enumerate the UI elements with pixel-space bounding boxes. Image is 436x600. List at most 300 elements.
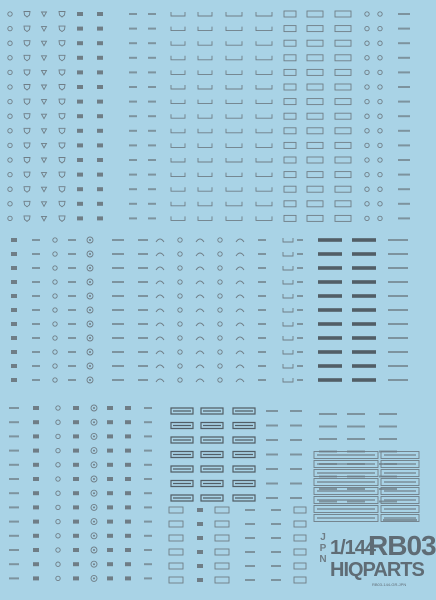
decal-box [335,84,351,90]
decal-text-line [388,267,408,269]
decal-block [11,308,17,312]
decal-text-line [148,101,156,103]
decal-text-line [290,439,302,441]
decal-block [125,477,131,481]
decal-text-line [9,435,19,437]
decal-target-center [89,365,91,367]
decal-block [33,505,39,509]
decal-bracket [171,143,185,147]
decal-arc [196,295,204,298]
decal-text-line [144,535,152,537]
decal-dot [178,266,182,270]
decal-frame-text [384,508,416,510]
decal-dot [218,238,222,242]
decal-text-line [297,365,303,367]
decal-box [335,11,351,17]
decal-arc [156,281,164,284]
sheet-caption: RB03-144-GR-JPN [372,582,407,587]
decal-chevron-box [171,452,193,458]
decal-block [97,158,103,162]
decal-bracket [256,158,272,162]
decal-bracket [283,266,293,270]
decal-triangle [42,100,47,105]
decal-text-line [144,521,152,523]
decal-block [11,266,17,270]
decal-block [97,85,103,89]
decal-dot [56,420,60,424]
decal-dot [56,406,60,410]
decal-text-line [258,323,266,325]
decal-text-line [297,281,303,283]
decal-chevron-box [233,466,255,472]
decal-frame-text [317,463,375,465]
decal-dot [8,56,12,60]
decal-block [33,491,39,495]
decal-target-center [89,281,91,283]
decal-text-line [129,28,137,30]
decal-text-line [398,174,410,176]
decal-text-line [258,267,266,269]
decal-block [77,216,83,220]
decal-bar [352,336,376,340]
decal-triangle [42,173,47,178]
decal-block [107,562,113,566]
decal-chevron-box [171,466,193,472]
decal-text-line [138,267,148,269]
decal-dot [218,322,222,326]
decal-block [107,463,113,467]
decal-shield [24,143,30,149]
decal-text-line [398,217,410,219]
decal-text-line [148,115,156,117]
decal-shield [59,85,65,91]
decal-box [307,157,323,163]
decal-block [33,576,39,580]
decal-dot [365,172,369,176]
decal-block [33,548,39,552]
decal-text-line [388,281,408,283]
decal-bar [352,238,376,242]
decal-bar [318,294,342,298]
decal-bracket [226,12,242,16]
decal-text-line [129,188,137,190]
decal-dot [378,12,382,16]
decal-block [77,202,83,206]
decal-bracket [256,85,272,89]
decal-shield [24,41,30,47]
decal-bracket [198,56,212,60]
decal-text-line [9,535,19,537]
decal-block [73,562,79,566]
decal-box [284,215,296,221]
decal-block [97,216,103,220]
decal-bar [318,322,342,326]
decal-dot [218,378,222,382]
decal-box [307,11,323,17]
decal-text-line [290,454,302,456]
decal-dot [53,350,57,354]
decal-text-line [144,549,152,551]
decal-block [125,406,131,410]
decal-chevron-box [171,423,193,429]
decal-text-line [245,509,255,511]
decal-text-line [112,239,124,241]
decal-triangle [42,114,47,119]
decal-block [33,477,39,481]
decal-arc [156,267,164,270]
decal-text-line [258,337,266,339]
decal-text-line [258,309,266,311]
decal-block [125,562,131,566]
decal-text-line [148,13,156,15]
decal-dot [365,70,369,74]
decal-text-line [112,281,124,283]
decal-text-line [148,159,156,161]
decal-box [284,99,296,105]
decal-block [107,406,113,410]
decal-text-line [32,351,40,353]
decal-target-center [89,323,91,325]
decal-dot [56,463,60,467]
decal-text-line [144,435,152,437]
decal-block [97,129,103,133]
decal-block [97,143,103,147]
decal-block [73,576,79,580]
decal-target-center [89,379,91,381]
decal-bar [352,280,376,284]
decal-block [77,158,83,162]
decal-text-line [9,506,19,508]
decal-block [77,187,83,191]
decal-box [284,40,296,46]
decal-dot [8,26,12,30]
decal-chevron-box [171,408,193,414]
decal-text-line [138,253,148,255]
decal-text-line [68,309,76,311]
decal-bracket [198,143,212,147]
decal-bracket [171,158,185,162]
decal-bracket [171,27,185,31]
decal-chevron-box [201,437,223,443]
decal-text-line [138,281,148,283]
decal-bracket [283,378,293,382]
decal-dot [178,238,182,242]
decal-dot [56,519,60,523]
decal-text-line [112,351,124,353]
decal-target-center [89,239,91,241]
decal-shield [24,99,30,105]
decal-text-line [138,309,148,311]
decal-dot [53,294,57,298]
decal-box [284,113,296,119]
decal-dot [378,26,382,30]
decal-text-line [266,410,278,412]
decal-triangle [42,41,47,46]
decal-arc [236,365,244,368]
decal-dot [8,114,12,118]
decal-bracket [198,173,212,177]
decal-target-center [93,421,95,423]
decal-target-center [93,450,95,452]
decal-text-line [148,188,156,190]
decal-box [294,507,306,513]
decal-bracket [226,114,242,118]
decal-block [197,564,203,568]
decal-block [77,114,83,118]
decal-text-line [398,144,410,146]
decal-bracket [198,100,212,104]
decal-box [307,201,323,207]
decal-shield [59,26,65,32]
decal-text-line [9,492,19,494]
decal-text-line [129,13,137,15]
decal-text-line [290,425,302,427]
decal-dot [8,172,12,176]
decal-arc [196,239,204,242]
decal-text-line [148,71,156,73]
decal-block [197,578,203,582]
decal-dot [365,114,369,118]
decal-target-center [93,506,95,508]
decal-arc [156,337,164,340]
decal-box [307,55,323,61]
decal-dot [378,70,382,74]
decal-box [307,113,323,119]
decal-block [125,548,131,552]
decal-text-line [144,492,152,494]
decal-block [97,114,103,118]
decal-bracket [256,202,272,206]
decal-bar [318,280,342,284]
decal-chevron-box [171,495,193,501]
decal-text-line [258,295,266,297]
decal-bar [352,308,376,312]
decal-text-line [258,351,266,353]
decal-text-line [297,239,303,241]
decal-box [169,507,183,513]
decal-arc [236,323,244,326]
decal-block [77,100,83,104]
decal-dot [53,336,57,340]
decal-dot [53,308,57,312]
decal-triangle [42,143,47,148]
decal-triangle [42,202,47,207]
decal-dot [218,294,222,298]
decal-arc [236,337,244,340]
decal-text-line [398,57,410,59]
decal-dot [56,562,60,566]
decal-block [107,534,113,538]
decal-text-line [68,253,76,255]
decal-dot [378,158,382,162]
decal-text-line [129,159,137,161]
decal-triangle [42,56,47,61]
decal-box [169,549,183,555]
decal-shield [59,128,65,134]
decal-text-line [9,421,19,423]
decal-text-line [290,497,302,499]
decal-bracket [198,129,212,133]
decal-arc [196,379,204,382]
decal-text-line [129,217,137,219]
decal-text-line [32,267,40,269]
decal-text-line [266,439,278,441]
decal-text-line [266,497,278,499]
decal-bracket [283,308,293,312]
decal-text-line [9,478,19,480]
decal-arc [236,295,244,298]
decal-frame-text [384,499,416,501]
decal-dot [56,491,60,495]
decal-text-line [32,295,40,297]
decal-text-line [112,309,124,311]
decal-box [294,521,306,527]
decal-bracket [198,202,212,206]
decal-bracket [256,129,272,133]
decal-text-line [290,468,302,470]
decal-shield [59,55,65,61]
decal-block [197,508,203,512]
decal-chevron-box [233,495,255,501]
decal-dot [178,308,182,312]
decal-block [97,56,103,60]
decal-triangle [42,12,47,17]
decal-text-line [398,188,410,190]
decal-text-line [347,438,365,440]
decal-bracket [283,252,293,256]
decal-text-line [347,488,365,490]
decal-block [197,522,203,526]
decal-bar [318,336,342,340]
decal-arc [156,323,164,326]
decal-triangle [42,85,47,90]
decal-bracket [283,350,293,354]
decal-arc [156,239,164,242]
decal-text-line [398,130,410,132]
decal-dot [378,56,382,60]
decal-text-line [68,239,76,241]
decal-text-line [138,337,148,339]
decal-bracket [171,216,185,220]
decal-shield [59,216,65,222]
decal-text-line [68,295,76,297]
decal-block [73,505,79,509]
decal-text-line [297,253,303,255]
decal-dot [178,364,182,368]
decal-text-line [388,379,408,381]
decal-text-line [271,565,281,567]
decal-dot [8,129,12,133]
decal-text-line [319,413,337,415]
decal-dot [8,85,12,89]
decal-block [11,252,17,256]
decal-dot [8,143,12,147]
decal-dot [178,280,182,284]
decal-bar [318,308,342,312]
decal-target-center [89,337,91,339]
decal-frame-text [384,463,416,465]
decal-box [307,128,323,134]
decal-shield [59,12,65,18]
decal-text-line [297,295,303,297]
decal-triangle [42,216,47,221]
decal-shield [24,128,30,134]
decal-shield [59,143,65,149]
decal-triangle [42,129,47,134]
decal-text-line [144,563,152,565]
decal-block [77,143,83,147]
decal-shield [59,99,65,105]
decal-text-line [129,144,137,146]
decal-box [215,535,229,541]
decal-dot [178,378,182,382]
decal-text-line [129,174,137,176]
decal-text-line [266,454,278,456]
country-code-vertical: JPN [319,532,327,565]
decal-block [197,550,203,554]
decal-dot [218,350,222,354]
decal-box [335,142,351,148]
decal-dot [178,294,182,298]
decal-block [107,520,113,524]
decal-chevron-box [233,452,255,458]
decal-frame-text [384,472,416,474]
decal-frame-text [317,454,375,456]
decal-target-center [89,253,91,255]
decal-text-line [388,309,408,311]
decal-text-line [112,253,124,255]
decal-block [107,434,113,438]
decal-shield [24,26,30,32]
decal-text-line [398,28,410,30]
decal-text-line [388,351,408,353]
decal-block [33,420,39,424]
decal-dot [53,364,57,368]
decal-frame-text [317,517,375,519]
decal-arc [156,351,164,354]
decal-block [33,449,39,453]
decal-text-line [379,413,397,415]
decal-arc [196,309,204,312]
decal-box [335,69,351,75]
decal-arc [196,253,204,256]
decal-text-line [398,71,410,73]
decal-triangle [42,187,47,192]
decal-dot [218,266,222,270]
decal-text-line [32,379,40,381]
decal-bar [318,350,342,354]
decal-block [107,420,113,424]
decal-bracket [198,41,212,45]
decal-block [125,434,131,438]
decal-text-line [388,239,408,241]
decal-text-line [148,217,156,219]
decal-triangle [42,70,47,75]
decal-bar [352,350,376,354]
decal-text-line [148,203,156,205]
decal-box [294,535,306,541]
decal-text-line [148,174,156,176]
decal-arc [236,239,244,242]
decal-block [77,56,83,60]
decal-bracket [256,70,272,74]
decal-text-line [271,509,281,511]
decal-block [73,534,79,538]
decal-block [107,449,113,453]
decal-frame-text [384,490,416,492]
decal-text-line [112,323,124,325]
decal-bracket [226,143,242,147]
